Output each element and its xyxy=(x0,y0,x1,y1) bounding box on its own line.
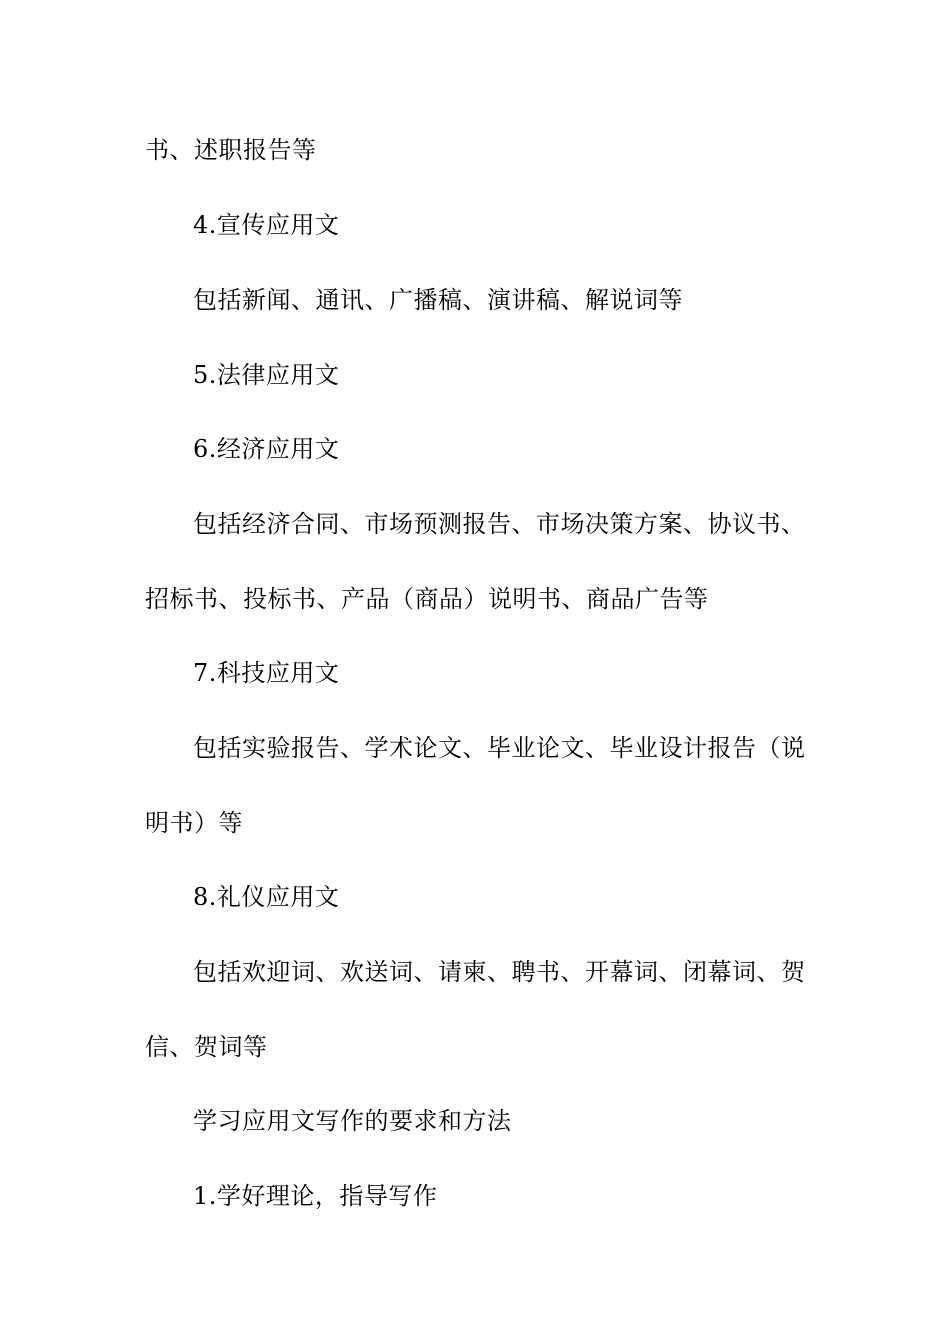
text-line: 招标书、投标书、产品（商品）说明书、商品广告等 xyxy=(145,585,709,613)
text-line: 包括经济合同、市场预测报告、市场决策方案、协议书、 xyxy=(193,510,806,538)
text-line: 包括欢迎词、欢送词、请柬、聘书、开幕词、闭幕词、贺 xyxy=(193,958,806,986)
text-line: 书、述职报告等 xyxy=(145,136,317,164)
section-heading: 8.礼仪应用文 xyxy=(193,883,340,911)
section-heading: 7.科技应用文 xyxy=(193,659,340,687)
text-line: 明书）等 xyxy=(145,809,243,837)
section-heading: 6.经济应用文 xyxy=(193,435,340,463)
section-heading: 4.宣传应用文 xyxy=(193,211,340,239)
section-heading: 5.法律应用文 xyxy=(193,361,340,389)
text-line: 包括新闻、通讯、广播稿、演讲稿、解说词等 xyxy=(193,286,683,314)
section-heading: 学习应用文写作的要求和方法 xyxy=(193,1107,512,1135)
section-heading: 1.学好理论，指导写作 xyxy=(193,1182,438,1210)
text-line: 信、贺词等 xyxy=(145,1033,268,1061)
text-line: 包括实验报告、学术论文、毕业论文、毕业设计报告（说 xyxy=(193,734,806,762)
